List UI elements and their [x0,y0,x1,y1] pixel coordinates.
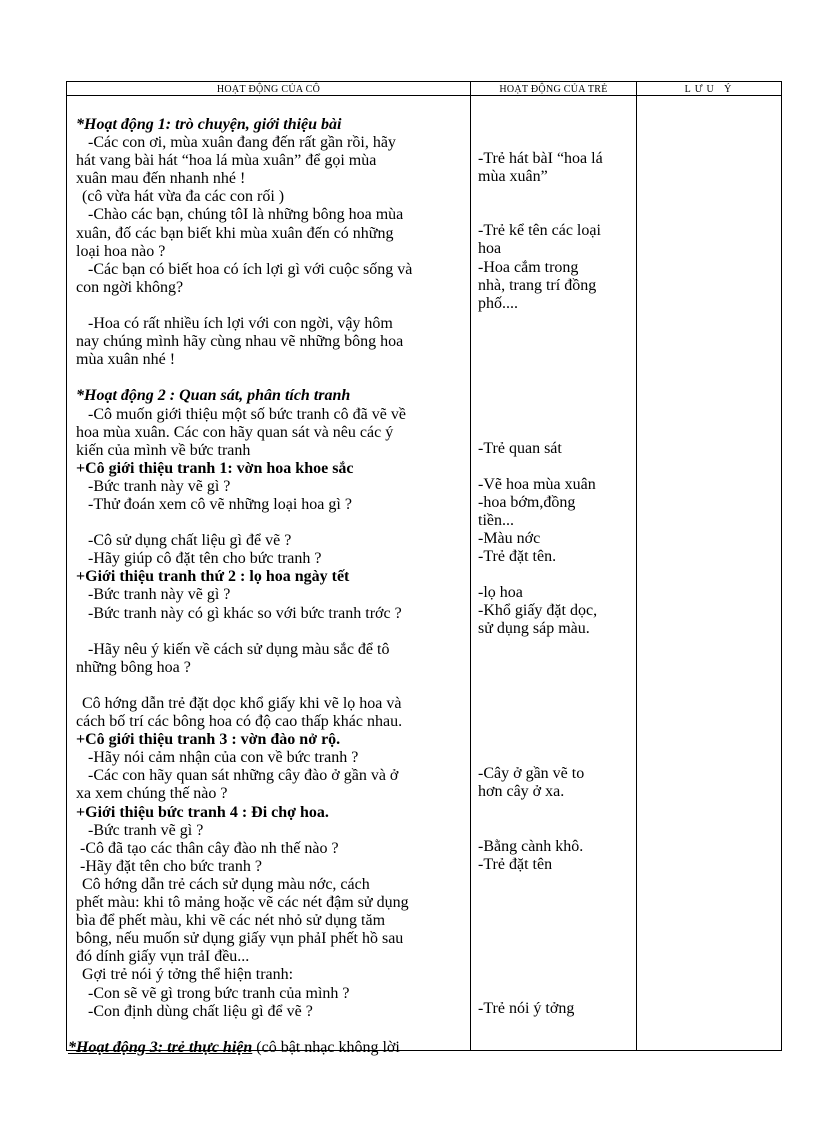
header-teacher-activity: HOẠT ĐỘNG CỦA CÔ [216,84,321,95]
text-line: -Hãy đặt tên cho bức tranh ? [80,857,262,875]
text-line: -Chào các bạn, chúng tôI là những bông hoa mùa [88,206,404,224]
text-line: (cô vừa hát vừa đa các con rối ) [82,188,285,206]
text-line: (cô bật nhạc không lời [252,1038,400,1056]
text-line: hơn cây ở xa. [478,783,565,801]
text-line: bông, nếu muốn sử dụng giấy vụn phảI phết hồ sau [76,930,404,948]
text-line: xuân, đố các bạn biết khi mùa xuân đến có những [76,224,394,242]
text-line: -Cây ở gần vẽ to [478,765,585,783]
painting-1-heading: +Cô giới thiệu tranh 1: vờn hoa khoe sắc [76,459,354,477]
text-line: Gợi trẻ nói ý tởng thể hiện tranh: [82,966,294,984]
text-line: phố.... [478,294,518,312]
text-line: -Các bạn có biết hoa có ích lợi gì với cuộc sống và [88,260,413,278]
text-line: hoa mùa xuân. Các con hãy quan sát và nêu các ý [76,423,394,441]
text-line: mùa xuân nhé ! [76,351,176,369]
text-line: -Màu nớc [478,529,541,547]
text-line: -Con sẽ vẽ gì trong bức tranh của mình ? [88,984,350,1002]
text-line: con ngời không? [76,278,184,296]
text-line: -Cô muốn giới thiệu một số bức tranh cô đã vẽ về [88,405,406,423]
text-line: hoa [478,240,502,258]
child-activity-column [478,150,638,1019]
text-line: -Hãy nêu ý kiến về cách sử dụng màu sắc để tô [88,640,390,658]
column-divider-1 [470,82,471,1050]
header-note: LƯU Ý [684,84,736,95]
activity-3-line [68,1039,464,1057]
text-line: -Thử đoán xem cô vẽ những loại hoa gì ? [88,495,352,513]
text-line: xa xem chúng thế nào ? [76,785,228,803]
activity-3-heading: *Hoạt động 3: trẻ thực hiện [68,1038,253,1056]
text-line: Cô hớng dẫn trẻ cách sử dụng màu nớc, cách [82,875,370,893]
text-line: -Các con ơi, mùa xuân đang đến rất gần rồi, hãy [88,134,396,152]
text-line: Cô hớng dẫn trẻ đặt dọc khổ giấy khi vẽ lọ hoa và [82,695,402,712]
text-line: -Trẻ đặt tên [478,855,553,873]
text-line: kiến của mình về bức tranh [76,441,251,459]
text-line: hát vang bài hát “hoa lá mùa xuân” để gọi mùa [76,152,377,170]
text-line: mùa xuân” [478,168,548,186]
text-line: nay chúng mình hãy cùng nhau vẽ những bông hoa [76,333,404,351]
activity-1-heading: *Hoạt động 1: trò chuyện, giới thiệu bài [76,116,342,133]
text-line: bìa để phết màu, khi vẽ các nét nhỏ sử dụng tăm [76,912,386,930]
painting-2-heading: +Giới thiệu tranh thứ 2 : lọ hoa ngày tết [76,568,350,586]
text-line: đó dính giấy vụn trảI đều... [76,948,250,966]
text-line: nhà, trang trí đồng [478,276,597,294]
text-line: phết màu: khi tô mảng hoặc vẽ các nét đậm sử dụng [76,894,409,912]
text-line: -Trẻ hát bàI “hoa lá [478,150,603,167]
text-line: -Bức tranh này vẽ gì ? [88,586,231,604]
text-line: -Bức tranh vẽ gì ? [88,821,204,839]
text-line: cách bố trí các bông hoa có độ cao thấp khác nhau. [76,713,403,731]
text-line: -lọ hoa [478,584,523,602]
text-line: -Cô sử dụng chất liệu gì để vẽ ? [88,532,292,550]
header-divider [67,95,781,96]
text-line: -Khổ giấy đặt dọc, [478,602,598,620]
header-child-activity: HOẠT ĐỘNG CỦA TRẺ [499,84,608,95]
text-line: -Trẻ kể tên các loại [478,222,601,240]
text-line: -Cô đã tạo các thân cây đào nh thế nào ? [80,839,339,857]
text-line: sử dụng sáp màu. [478,620,590,638]
text-line: -Bức tranh này có gì khác so với bức tranh trớc ? [88,604,402,622]
text-line: -Bằng cành khô. [478,837,584,855]
teacher-activity-column [68,116,464,1057]
text-line: -hoa bớm,đồng [478,493,576,511]
text-line: -Trẻ quan sát [478,439,562,457]
painting-3-heading: +Cô giới thiệu tranh 3 : vờn đào nở rộ. [76,731,341,749]
text-line: -Trẻ đặt tên. [478,548,557,566]
text-line: -Các con hãy quan sát những cây đào ở gần và ở [88,767,399,785]
text-line: tiền... [478,511,514,529]
text-line: xuân mau đến nhanh nhé ! [76,170,246,188]
text-line: -Hãy nói cảm nhận của con về bức tranh ? [88,749,359,767]
text-line: -Vẽ hoa mùa xuân [478,475,596,493]
text-line: loại hoa nào ? [76,242,166,260]
painting-4-heading: +Giới thiệu bức tranh 4 : Đi chợ hoa. [76,803,329,821]
text-line: -Hãy giúp cô đặt tên cho bức tranh ? [88,550,322,568]
text-line: -Trẻ nói ý tởng [478,1000,575,1018]
text-line: -Bức tranh này vẽ gì ? [88,477,231,495]
text-line: -Con định dùng chất liệu gì để vẽ ? [88,1002,313,1020]
activity-2-heading: *Hoạt động 2 : Quan sát, phân tích tranh [76,387,351,405]
text-line: -Hoa có rất nhiều ích lợi với con ngời, vậy hôm [88,315,393,333]
text-line: -Hoa cắm trong [478,258,579,276]
text-line: những bông hoa ? [76,658,191,676]
